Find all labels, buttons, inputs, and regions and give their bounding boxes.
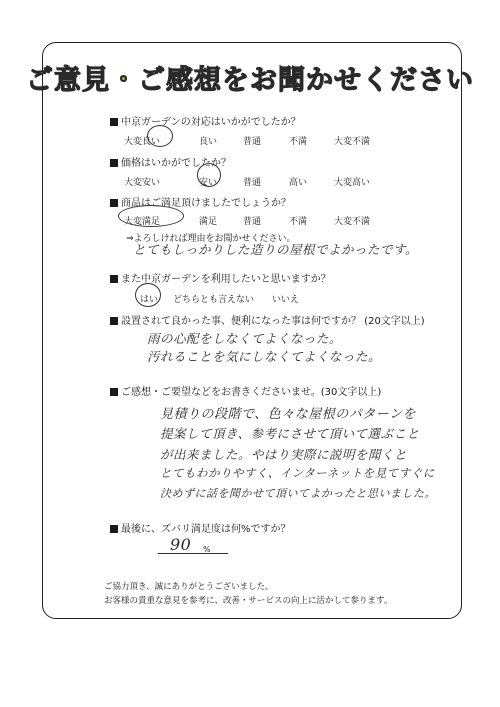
option-neither: どちらとも言えない (173, 295, 255, 305)
handwritten-answer-line: が出来ました。やはり実際に説明を聞くと (160, 447, 408, 462)
question-good-points (110, 312, 425, 327)
option-very-expensive: 大変高い (334, 178, 371, 188)
option-normal: 普通 (243, 178, 262, 188)
bullet-square (110, 118, 118, 126)
handwritten-answer-line: 決めずに話を聞かせて頂いてよかったと思いました。 (160, 487, 436, 500)
question-text: 中京ガーデンの対応はいかがでしたか？ (121, 117, 301, 128)
question-satisfaction-percent (110, 520, 291, 535)
handwritten-percent: 90 (170, 535, 192, 554)
option-expensive: 高い (289, 178, 308, 188)
question-text: 最後に、ズバリ満足度は何%ですか？ (121, 524, 291, 535)
form-title: ご意見・ご感想をお聞かせください (26, 65, 474, 96)
selected-circle (147, 125, 173, 147)
option-very-dissatisfied: 大変不満 (334, 137, 371, 147)
selected-circle (118, 205, 184, 227)
bullet-square (110, 388, 118, 396)
footer-note: お客様の貴重な意見を参考に、改善・サービスの向上に活かして参ります。 (104, 596, 393, 606)
question-text: ご感想・ご要望などをお書きくださいませ。(30文字以上) (121, 387, 382, 398)
selected-circle (197, 163, 221, 187)
question-text: 商品はご満足頂けましたでしょうか？ (121, 198, 291, 209)
percent-unit: % (203, 545, 211, 554)
question-text: また中京ガーデンを利用したいと思いますか？ (121, 274, 331, 285)
option-cheap: 安い (199, 178, 218, 188)
option-yes: はい (140, 295, 159, 305)
option-dissatisfied: 不満 (289, 137, 308, 147)
question-text: 設置されて良かった事、便利になった事は何ですか？ (20文字以上) (121, 316, 425, 327)
option-very-cheap: 大変安い (124, 178, 161, 188)
handwritten-answer-line: 汚れることを気にしなくてよくなった。 (147, 349, 382, 364)
bullet-square (110, 159, 118, 167)
bullet-square (110, 317, 118, 325)
bullet-square (110, 275, 118, 283)
option-good: 良い (199, 137, 218, 147)
question-comments (110, 383, 381, 398)
handwritten-answer-line: 見積りの段階で、色々な屋根のパターンを (160, 407, 416, 422)
option-dissatisfied: 不満 (289, 217, 308, 227)
option-satisfied: 満足 (199, 217, 218, 227)
answer-underline (158, 553, 228, 554)
footer-thanks: ご協力頂き、誠にありがとうございました。 (104, 582, 274, 592)
question-text: 価格はいかがでしたか？ (121, 158, 231, 169)
option-no: いいえ (272, 295, 300, 305)
bullet-square (110, 199, 118, 207)
selected-circle (135, 283, 161, 307)
handwritten-answer-line: 提案して頂き、参考にさせて頂いて選ぶこと (160, 426, 420, 441)
option-very-dissatisfied: 大変不満 (334, 217, 371, 227)
reason-prompt: ⇒よろしければ理由をお聞かせください。 (126, 234, 296, 244)
question-staff-response (110, 113, 301, 128)
handwritten-reason: とてもしっかりした造りの屋根でよかったです。 (133, 242, 419, 257)
bullet-square (110, 525, 118, 533)
option-normal: 普通 (243, 137, 262, 147)
option-very-satisfied: 大変満足 (124, 217, 161, 227)
option-very-good: 大変良い (124, 137, 161, 147)
handwritten-answer-line: とてもわかりやすく、インターネットを見てすぐに (160, 466, 435, 480)
option-normal: 普通 (243, 217, 262, 227)
handwritten-answer-line: 雨の心配をしなくてよくなった。 (147, 331, 343, 346)
